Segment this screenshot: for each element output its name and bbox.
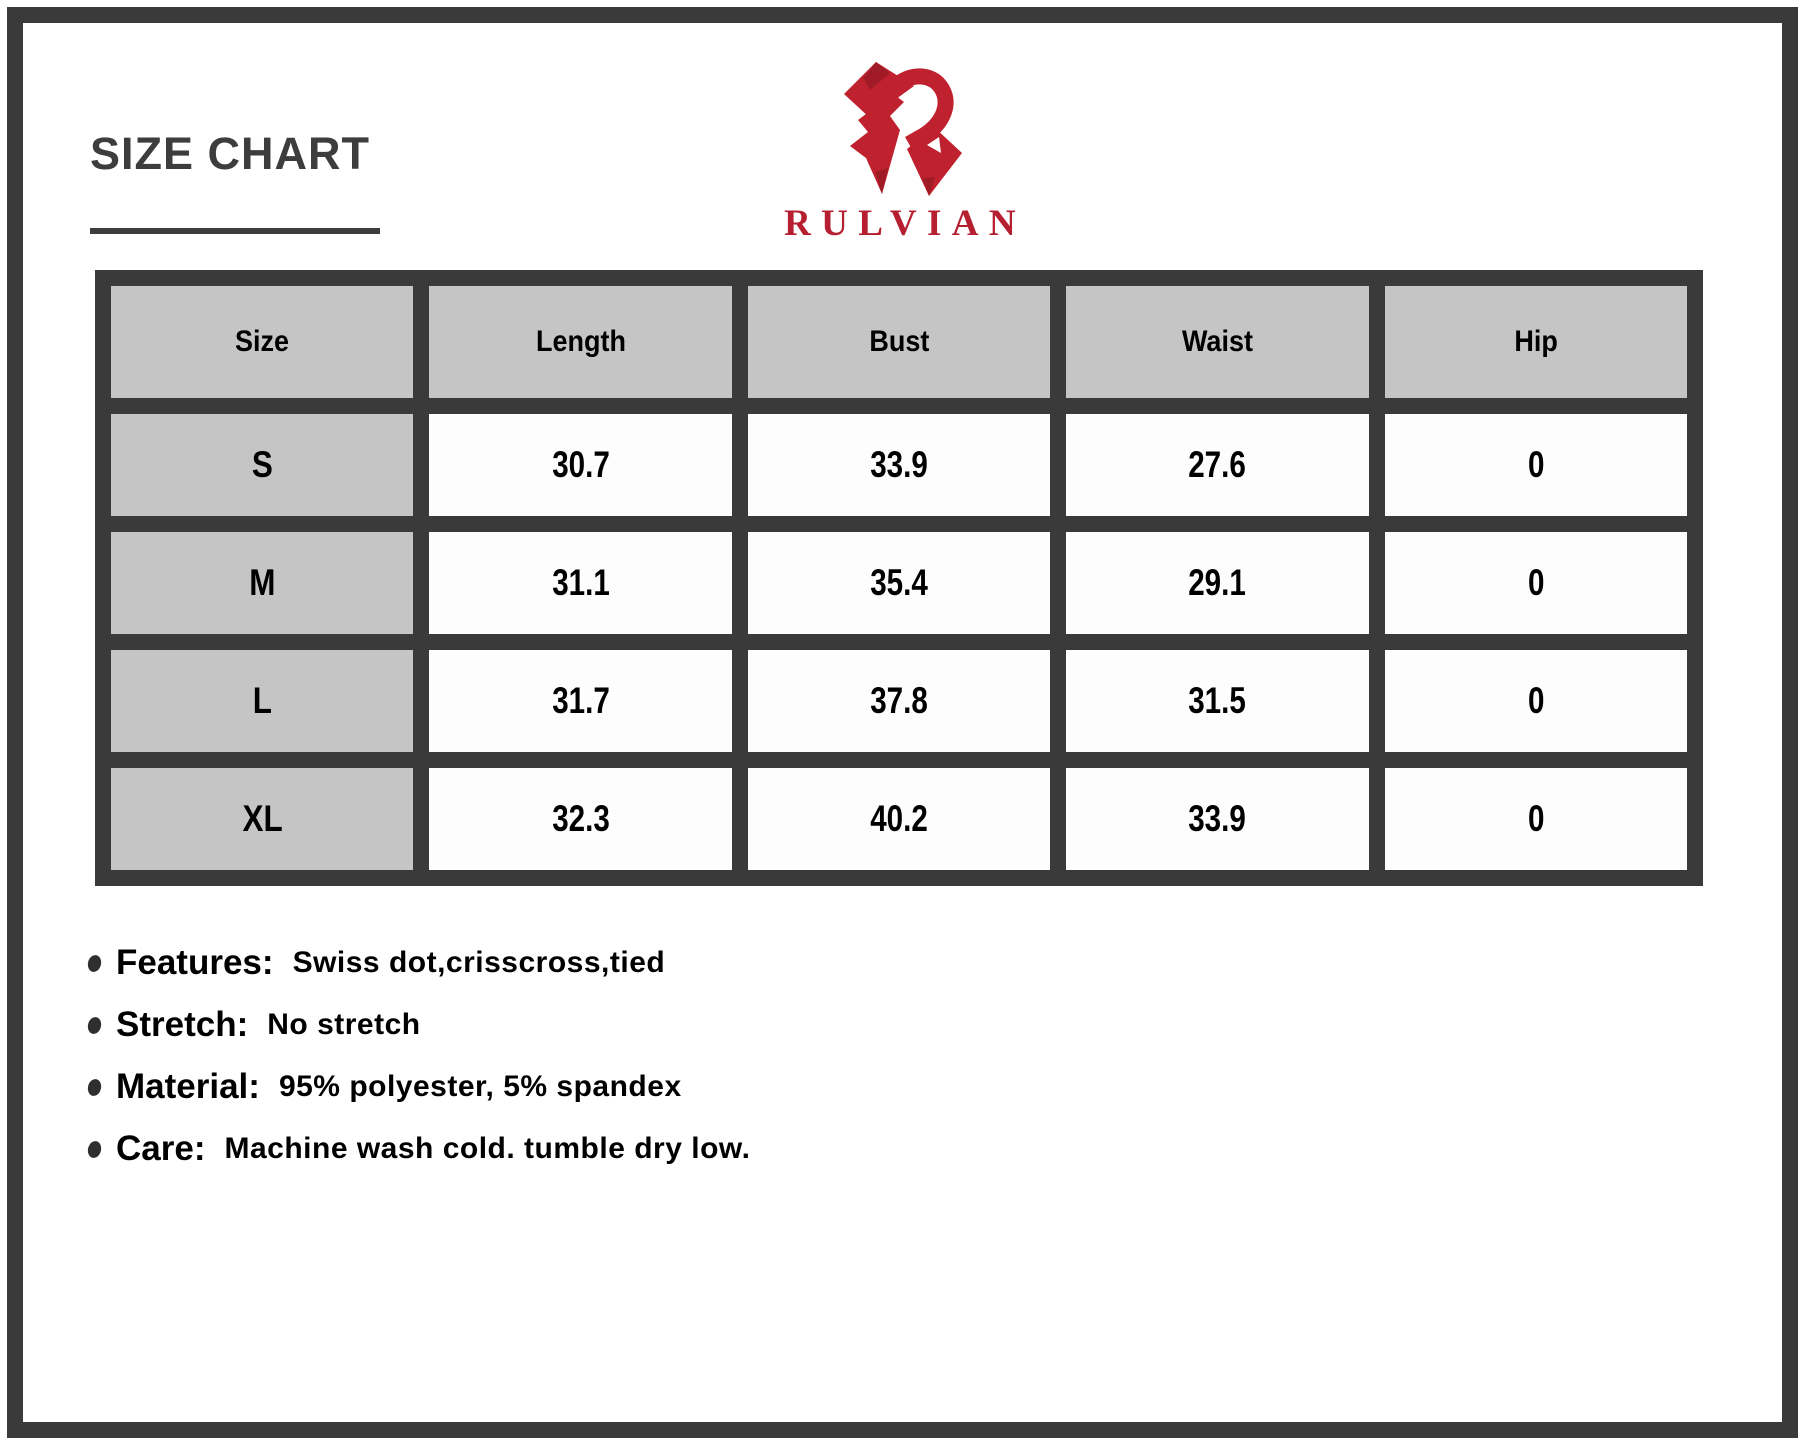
size-label: M: [249, 562, 276, 603]
column-header-size: Size: [235, 325, 290, 358]
table-value-cell: [429, 414, 731, 516]
cell-value: 31.1: [551, 562, 610, 603]
table-header-cell: [748, 286, 1050, 398]
table-header-cell: [1066, 286, 1368, 398]
cell-value: 32.3: [551, 798, 610, 839]
detail-value: 95% polyester, 5% spandex: [278, 1070, 682, 1103]
cell-value: 0: [1527, 680, 1545, 721]
column-header-bust: Bust: [868, 325, 929, 358]
cell-value: 0: [1527, 562, 1545, 603]
cell-value: 37.8: [870, 680, 928, 721]
detail-line-stretch: [88, 994, 750, 1056]
detail-label: Material:: [116, 1067, 260, 1106]
table-value-cell: [429, 532, 731, 634]
table-value-cell: [748, 414, 1050, 516]
detail-label: Care:: [116, 1129, 206, 1168]
cell-value: 35.4: [870, 562, 928, 603]
size-label: XL: [242, 798, 283, 839]
bullet-icon: [86, 1077, 103, 1097]
table-value-cell: [1385, 532, 1687, 634]
detail-label: Features:: [116, 943, 274, 982]
column-header-length: Length: [535, 325, 626, 358]
cell-value: 27.6: [1188, 444, 1247, 485]
bullet-icon: [86, 953, 103, 973]
cell-value: 30.7: [551, 444, 610, 485]
brand-wordmark: RULVIAN: [784, 203, 1026, 244]
table-value-cell: [429, 768, 731, 870]
table-value-cell: [1066, 532, 1368, 634]
table-value-cell: [429, 650, 731, 752]
size-label: S: [251, 444, 273, 485]
table-header-cell: [1385, 286, 1687, 398]
detail-value: No stretch: [267, 1008, 421, 1041]
detail-label: Stretch:: [116, 1005, 249, 1044]
detail-value: Machine wash cold. tumble dry low.: [224, 1132, 751, 1165]
table-value-cell: [1066, 414, 1368, 516]
cell-value: 40.2: [870, 798, 928, 839]
column-header-waist: Waist: [1181, 325, 1253, 358]
cell-value: 31.5: [1188, 680, 1247, 721]
size-table: [95, 270, 1703, 886]
table-value-cell: [748, 650, 1050, 752]
column-header-hip: Hip: [1514, 325, 1558, 358]
cell-value: 31.7: [551, 680, 610, 721]
brand-logo-r-icon: [830, 52, 980, 212]
cell-value: 33.9: [1188, 798, 1247, 839]
table-header-cell: [111, 286, 413, 398]
table-value-cell: [1385, 414, 1687, 516]
cell-value: 0: [1527, 798, 1545, 839]
table-value-cell: [1066, 650, 1368, 752]
table-value-cell: [748, 768, 1050, 870]
detail-line-care: [88, 1118, 750, 1180]
cell-value: 0: [1527, 444, 1545, 485]
size-label: L: [252, 680, 272, 721]
table-value-cell: [1385, 768, 1687, 870]
size-label-cell: [111, 768, 413, 870]
bullet-icon: [86, 1015, 103, 1035]
table-value-cell: [748, 532, 1050, 634]
cell-value: 29.1: [1188, 562, 1247, 603]
product-details-list: [88, 932, 750, 1180]
table-value-cell: [1066, 768, 1368, 870]
size-label-cell: [111, 650, 413, 752]
detail-line-features: [88, 932, 750, 994]
detail-line-material: [88, 1056, 750, 1118]
table-header-cell: [429, 286, 731, 398]
bullet-icon: [86, 1139, 103, 1159]
page-title: SIZE CHART: [90, 128, 370, 179]
size-label-cell: [111, 532, 413, 634]
size-label-cell: [111, 414, 413, 516]
title-underline: [90, 228, 380, 234]
detail-value: Swiss dot,crisscross,tied: [292, 946, 666, 979]
cell-value: 33.9: [870, 444, 928, 485]
table-value-cell: [1385, 650, 1687, 752]
